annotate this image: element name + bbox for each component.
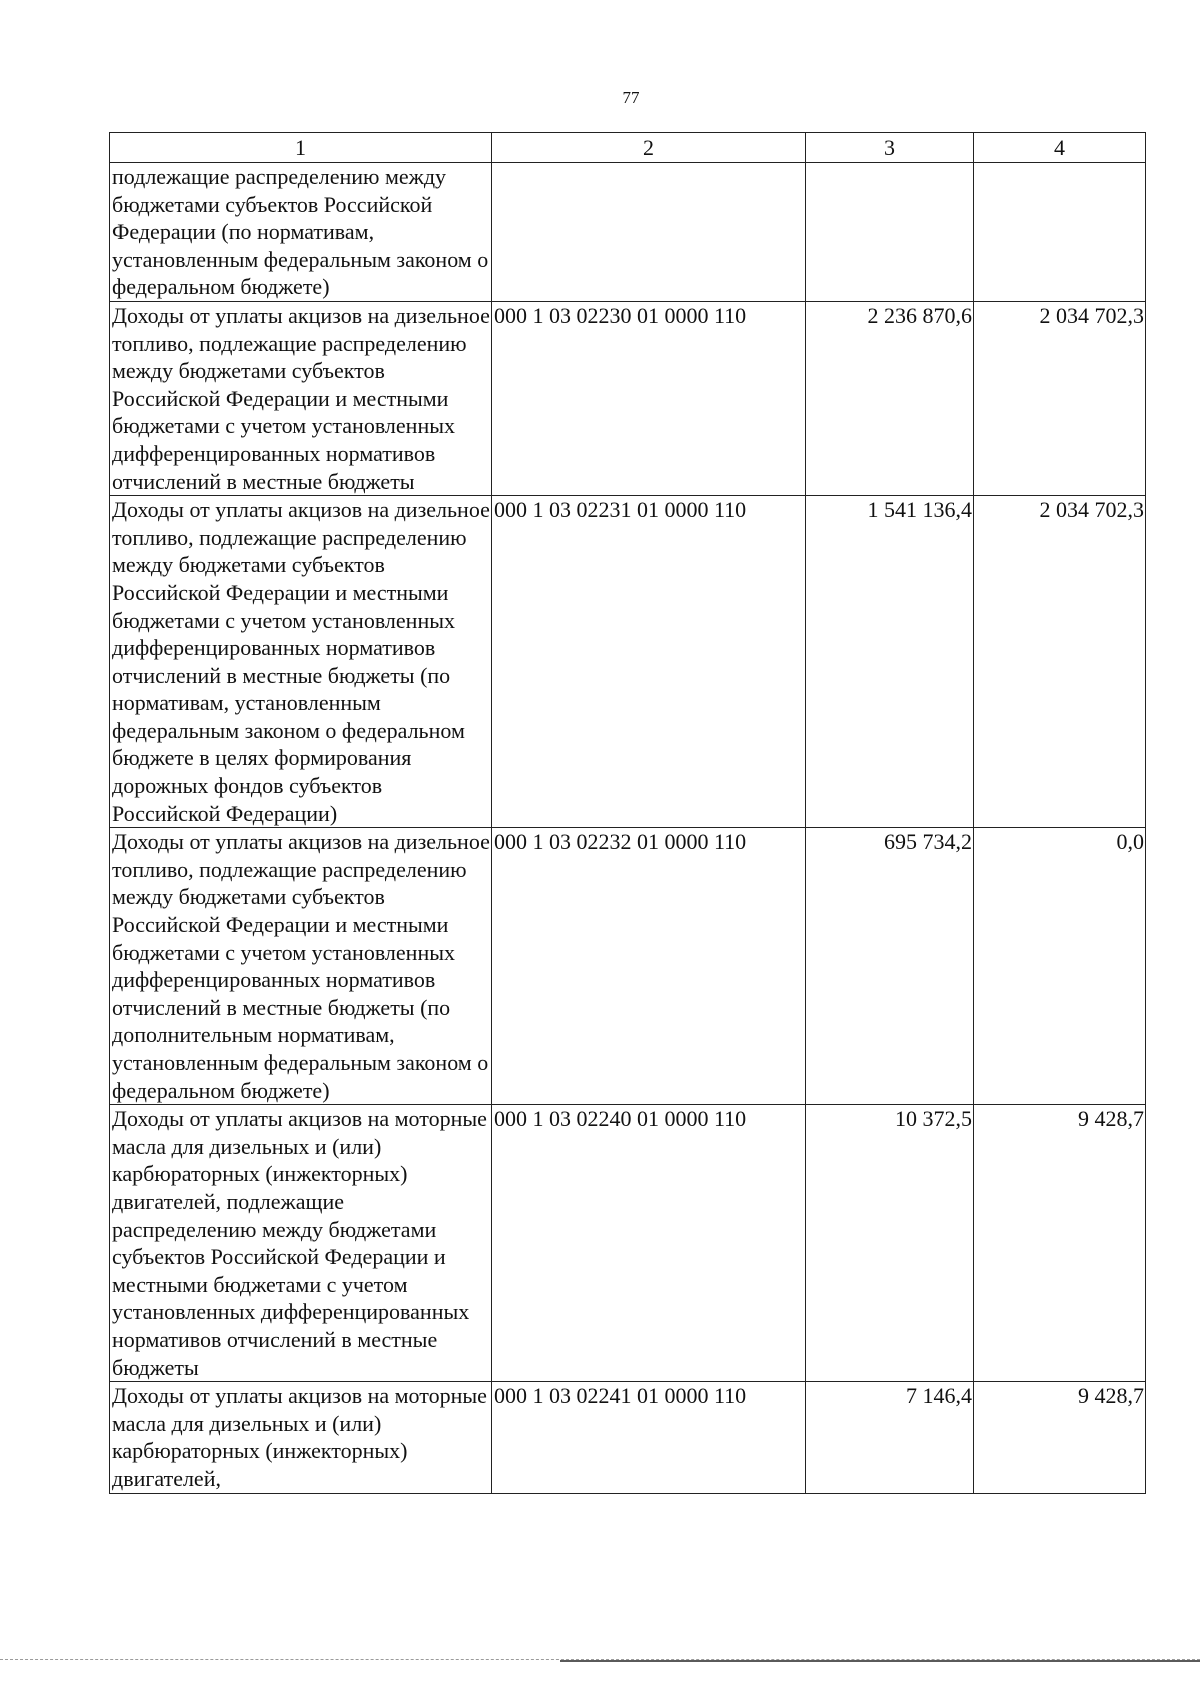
row-budget-code: 000 1 03 02230 01 0000 110	[492, 301, 806, 495]
scan-edge-shadow	[560, 1660, 1200, 1662]
table-row	[110, 163, 1146, 302]
row-value-col3: 7 146,4	[806, 1382, 974, 1493]
column-header-4: 4	[974, 133, 1146, 163]
row-value-col3: 1 541 136,4	[806, 496, 974, 828]
row-description: Доходы от уплаты акцизов на моторные масла для дизельных и (или) карбюраторных (инжекторных) двигателей,	[110, 1382, 492, 1493]
row-value-col3	[806, 163, 974, 302]
row-description: подлежащие распределению между бюджетами субъектов Российской Федерации (по нормативам, установленным федеральным законом о федеральном бюджете)	[110, 163, 492, 302]
table-row	[110, 1382, 1146, 1493]
row-budget-code: 000 1 03 02241 01 0000 110	[492, 1382, 806, 1493]
column-header-3: 3	[806, 133, 974, 163]
row-value-col3: 2 236 870,6	[806, 301, 974, 495]
row-value-col3: 695 734,2	[806, 828, 974, 1105]
row-description: Доходы от уплаты акцизов на дизельное топливо, подлежащие распределению между бюджетами субъектов Российской Федерации и местными бюджетами с учетом установленных дифференцированных нормативов отчислений в местные бюджеты (по нормативам, установленным федеральным законом о федеральном бюджете в целях формирования дорожных фондов субъектов Российской Федерации)	[110, 496, 492, 828]
table-row	[110, 1105, 1146, 1382]
row-budget-code	[492, 163, 806, 302]
table-row	[110, 496, 1146, 828]
row-value-col4	[974, 163, 1146, 302]
column-header-1: 1	[110, 133, 492, 163]
revenue-table	[109, 132, 1146, 1494]
table-row	[110, 828, 1146, 1105]
row-description: Доходы от уплаты акцизов на дизельное топливо, подлежащие распределению между бюджетами субъектов Российской Федерации и местными бюджетами с учетом установленных дифференцированных нормативов отчислений в местные бюджеты (по дополнительным нормативам, установленным федеральным законом о федеральном бюджете)	[110, 828, 492, 1105]
page-number: 77	[622, 88, 640, 107]
row-value-col4: 2 034 702,3	[974, 301, 1146, 495]
row-value-col4: 9 428,7	[974, 1105, 1146, 1382]
column-header-2: 2	[492, 133, 806, 163]
row-value-col4: 0,0	[974, 828, 1146, 1105]
row-description: Доходы от уплаты акцизов на моторные масла для дизельных и (или) карбюраторных (инжекторных) двигателей, подлежащие распределению между бюджетами субъектов Российской Федерации и местными бюджетами с учетом установленных дифференцированных нормативов отчислений в местные бюджеты	[110, 1105, 492, 1382]
row-value-col4: 9 428,7	[974, 1382, 1146, 1493]
row-budget-code: 000 1 03 02232 01 0000 110	[492, 828, 806, 1105]
row-value-col4: 2 034 702,3	[974, 496, 1146, 828]
row-value-col3: 10 372,5	[806, 1105, 974, 1382]
table-header-row	[110, 133, 1146, 163]
row-budget-code: 000 1 03 02240 01 0000 110	[492, 1105, 806, 1382]
row-description: Доходы от уплаты акцизов на дизельное топливо, подлежащие распределению между бюджетами субъектов Российской Федерации и местными бюджетами с учетом установленных дифференцированных нормативов отчислений в местные бюджеты	[110, 301, 492, 495]
row-budget-code: 000 1 03 02231 01 0000 110	[492, 496, 806, 828]
table-row	[110, 301, 1146, 495]
